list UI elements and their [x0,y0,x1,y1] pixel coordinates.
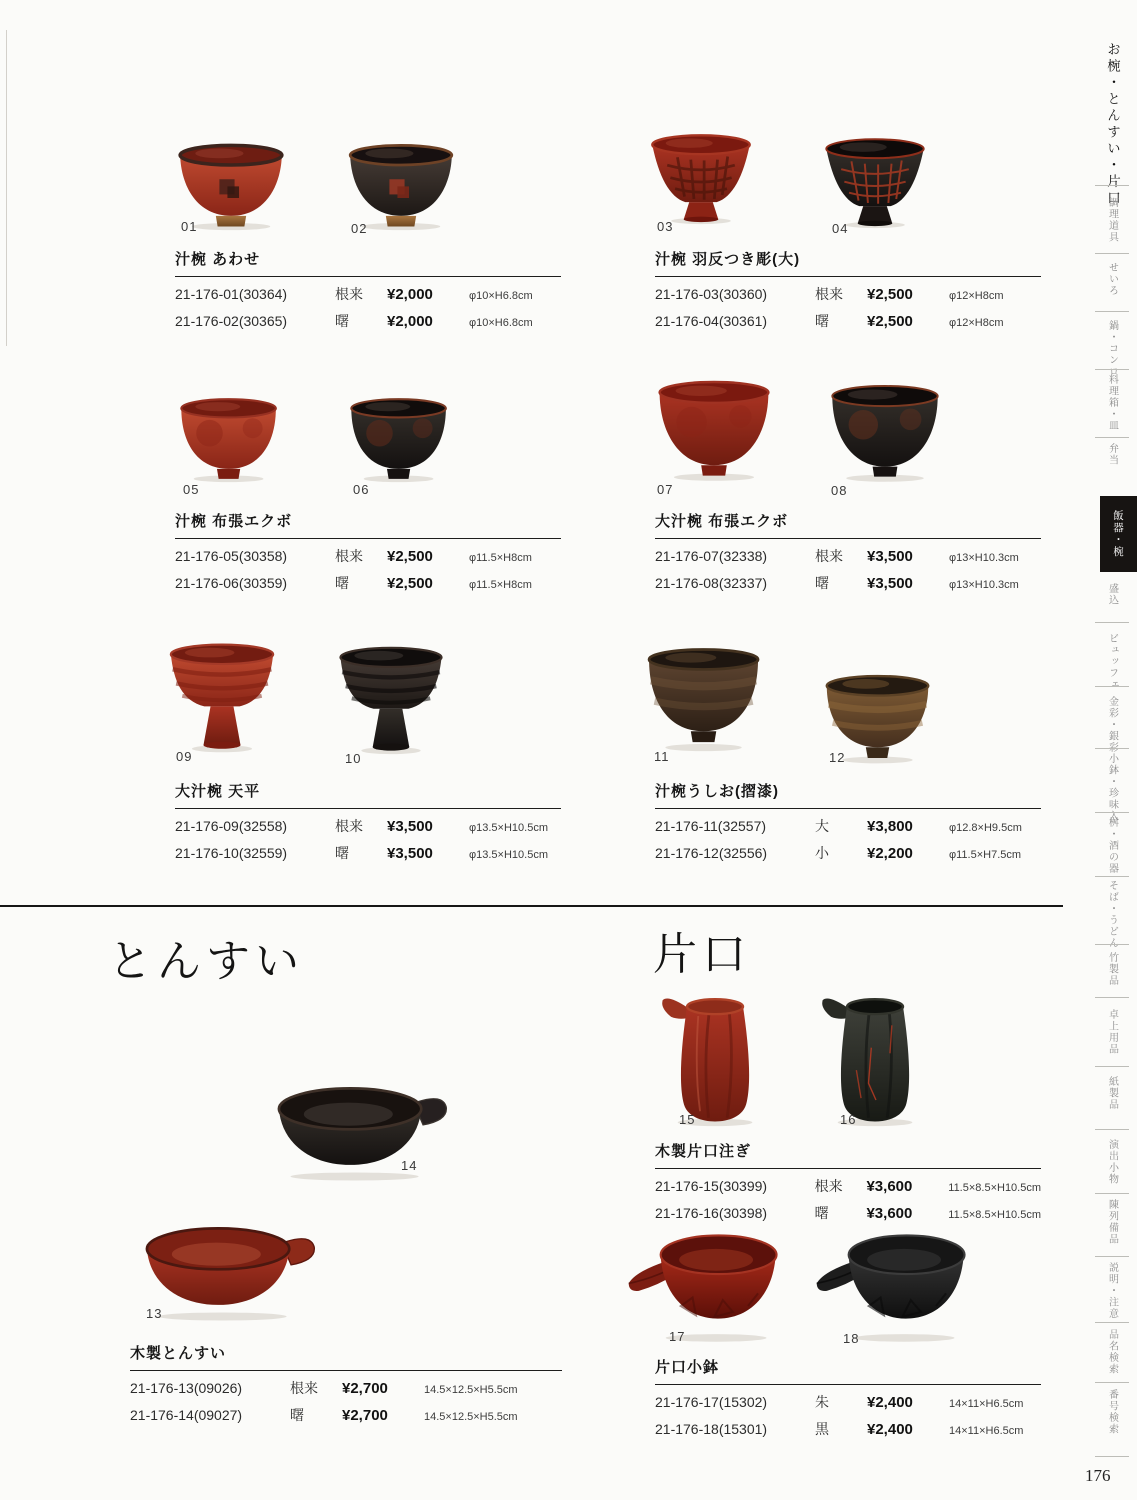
item-number: 18 [843,1331,860,1346]
product-variant: 曙 [335,313,349,329]
sidebar-tab-pots-stoves[interactable]: 鍋・コンロ [1106,320,1118,378]
section-heading-tonsui: とんすい [108,937,304,986]
product-row [655,311,1041,331]
product-price: ¥2,200 [867,845,913,862]
product-code: 21-176-09(32558) [175,818,288,834]
product-variant: 曙 [814,1205,829,1221]
product-size: φ12×H8cm [949,317,1004,329]
photo-bowl-06 [343,395,455,483]
item-number: 03 [657,219,674,234]
product-code: 21-176-12(32556) [655,845,768,861]
sidebar-divider [1095,622,1129,623]
sidebar-divider [1095,1382,1129,1383]
product-price: ¥2,000 [387,313,433,330]
product-price: ¥2,700 [342,1407,388,1424]
sidebar-divider [1095,944,1129,945]
sidebar-divider [1095,686,1129,687]
product-row [655,1176,1041,1196]
photo-bowl-03 [646,132,756,225]
product-size: φ12×H8cm [949,290,1004,302]
sidebar-tab-name-index[interactable]: 品名検索 [1106,1329,1118,1375]
product-info [175,510,561,593]
product-row [655,1419,1041,1439]
sidebar-tab-small-bowls[interactable]: 小鉢・珍味入 [1106,753,1118,822]
photo-tonsui-14 [270,1082,448,1182]
product-variant: 根来 [335,286,363,302]
photo-bowl-04 [820,136,930,229]
product-variant: 小 [815,845,829,861]
product-title: 汁椀 あわせ [175,251,261,268]
item-number: 11 [654,749,670,764]
product-code: 21-176-14(09027) [130,1407,243,1423]
product-variant: 根来 [335,548,363,564]
product-size: φ13.5×H10.5cm [469,822,548,834]
sidebar-divider [1095,876,1129,877]
sidebar-tab-cooking-tools[interactable]: 調理道具 [1106,197,1118,243]
item-number: 09 [176,749,193,764]
product-row [130,1405,562,1425]
product-row [655,1203,1041,1223]
product-title: 片口小鉢 [655,1359,720,1376]
product-row [175,816,561,836]
product-row [655,546,1041,566]
product-price: ¥3,500 [387,845,433,862]
item-number: 08 [831,483,848,498]
product-size: 14×11×H6.5cm [949,1425,1024,1437]
item-number: 15 [679,1112,696,1127]
product-title: 汁椀うしお(摺漆) [655,783,779,800]
sidebar-divider [1095,369,1129,370]
product-title: 木製とんすい [130,1345,227,1362]
product-title: 大汁椀 布張エクボ [655,513,789,530]
divider [175,808,561,809]
product-variant: 曙 [335,845,349,861]
section-divider-rule [0,905,1063,907]
product-size: φ13×H10.3cm [949,579,1019,591]
sidebar-divider [1095,311,1129,312]
product-variant: 曙 [815,575,829,591]
product-size: φ10×H6.8cm [469,317,533,329]
product-price: ¥2,500 [387,548,433,565]
sidebar-divider [1095,812,1129,813]
sidebar-divider [1095,748,1129,749]
photo-katakuchi-17 [622,1226,790,1344]
sidebar-tab-display-fixtures[interactable]: 陳列備品 [1106,1199,1118,1245]
product-price: ¥2,700 [342,1380,388,1397]
sidebar-tab-buffet[interactable]: ビュッフェ [1106,633,1118,691]
product-variant: 朱 [815,1394,829,1410]
product-variant: 曙 [815,313,829,329]
divider [175,276,561,277]
section-heading-katakuchi: 片口 [653,930,751,979]
product-size: φ12.8×H9.5cm [949,822,1022,834]
product-price: ¥2,500 [387,575,433,592]
product-code: 21-176-01(30364) [175,286,288,302]
item-number: 07 [657,482,674,497]
product-size: φ11.5×H8cm [469,579,532,591]
item-number: 10 [345,751,362,766]
product-price: ¥2,500 [867,286,913,303]
product-row [655,284,1041,304]
product-price: ¥3,500 [387,818,433,835]
product-row [175,311,561,331]
product-code: 21-176-03(30360) [655,286,768,302]
photo-tonsui-13 [138,1222,316,1322]
product-row [175,843,561,863]
sidebar-tab-boxes-plates[interactable]: 料理箱・皿 [1106,374,1118,432]
photo-bowl-07 [650,378,778,482]
product-code: 21-176-18(15301) [655,1421,768,1437]
product-price: ¥2,500 [867,313,913,330]
product-size: 14.5×12.5×H5.5cm [424,1384,518,1396]
divider [175,538,561,539]
product-code: 21-176-06(30359) [175,575,288,591]
product-row [655,843,1041,863]
item-number: 06 [353,482,370,497]
photo-bowl-11 [638,644,770,753]
item-number: 01 [181,219,198,234]
product-price: ¥3,600 [866,1178,913,1195]
page-fold-line [6,30,7,346]
product-price: ¥3,600 [866,1205,913,1222]
sidebar-tab-tabletop[interactable]: 卓上用品 [1106,1009,1118,1055]
photo-bowl-05 [173,395,285,483]
product-variant: 根来 [335,818,363,834]
item-number: 05 [183,482,200,497]
sidebar-divider [1095,997,1129,998]
product-code: 21-176-05(30358) [175,548,288,564]
photo-pitcher-15 [657,988,774,1128]
product-variant: 曙 [335,575,349,591]
product-size: φ10×H6.8cm [469,290,533,302]
product-size: φ13.5×H10.5cm [469,849,548,861]
sidebar-divider [1095,1322,1129,1323]
product-size: φ11.5×H8cm [469,552,532,564]
product-code: 21-176-08(32337) [655,575,768,591]
sidebar-tab-masu-sake[interactable]: 桝・酒の器 [1106,817,1118,875]
product-code: 21-176-16(30398) [655,1205,768,1221]
item-number: 02 [351,221,368,236]
sidebar-tab-rice-bowls-active[interactable]: 飯器・椀 [1100,496,1137,572]
product-code: 21-176-04(30361) [655,313,768,329]
product-price: ¥3,800 [867,818,913,835]
product-info [175,248,561,331]
sidebar-divider [1095,253,1129,254]
sidebar-tab-soba-udon[interactable]: そば・うどん [1106,880,1118,949]
sidebar-divider [1095,185,1129,186]
product-title: 大汁椀 天平 [175,783,261,800]
page-number: 176 [1085,1466,1111,1485]
product-info [655,780,1041,863]
sidebar-tab-bento[interactable]: 弁当 [1106,443,1118,466]
product-info [655,248,1041,331]
sidebar-tab-number-index[interactable]: 番号検索 [1106,1389,1118,1435]
photo-katakuchi-18 [810,1226,978,1344]
sidebar [1085,0,1137,1500]
product-price: ¥2,000 [387,286,433,303]
divider [655,1384,1041,1385]
product-size: 14×11×H6.5cm [949,1398,1024,1410]
sidebar-divider [1095,1456,1129,1457]
product-row [130,1378,562,1398]
sidebar-tab-bamboo[interactable]: 竹製品 [1106,952,1118,987]
divider [655,808,1041,809]
product-size: 11.5×8.5×H10.5cm [948,1182,1042,1194]
product-info [655,1356,1041,1439]
sidebar-tab-notes[interactable]: 説明・注意 [1106,1262,1118,1320]
product-title: 汁椀 羽反つき彫(大) [655,251,801,268]
item-number: 04 [832,221,849,236]
product-size: 14.5×12.5×H5.5cm [424,1411,518,1423]
product-row [175,573,561,593]
photo-bowl-08 [823,382,947,483]
item-number: 13 [146,1306,163,1321]
product-row [655,816,1041,836]
item-number: 14 [401,1158,418,1173]
product-variant: 根来 [815,548,843,564]
sidebar-divider [1095,1129,1129,1130]
product-row [655,573,1041,593]
product-info [175,780,561,863]
item-number: 17 [669,1329,686,1344]
sidebar-tab-morikomi[interactable]: 盛込 [1106,583,1118,606]
product-info [130,1342,562,1425]
photo-bowl-10 [330,645,452,756]
product-variant: 大 [815,818,829,834]
photo-bowl-01 [173,140,289,231]
product-price: ¥2,400 [867,1421,913,1438]
sidebar-tab-paper-goods[interactable]: 紙製品 [1106,1076,1118,1111]
product-code: 21-176-11(32557) [655,818,767,834]
sidebar-divider [1095,1066,1129,1067]
product-price: ¥2,400 [867,1394,913,1411]
divider [655,1168,1041,1169]
product-code: 21-176-17(15302) [655,1394,768,1410]
product-size: 11.5×8.5×H10.5cm [948,1209,1042,1221]
product-row [655,1392,1041,1412]
product-variant: 根来 [290,1380,318,1396]
product-variant: 曙 [290,1407,304,1423]
item-number: 12 [829,750,846,765]
product-title: 木製片口注ぎ [655,1143,752,1160]
sidebar-tab-gold-silver[interactable]: 金彩・銀彩 [1106,696,1118,754]
photo-bowl-09 [160,642,284,754]
product-size: φ11.5×H7.5cm [949,849,1022,861]
product-info [655,510,1041,593]
product-title: 汁椀 布張エクボ [175,513,293,530]
product-code: 21-176-02(30365) [175,313,288,329]
sidebar-tab-seiro[interactable]: せいろ [1106,262,1118,297]
product-row [175,284,561,304]
product-code: 21-176-10(32559) [175,845,288,861]
divider [655,276,1041,277]
product-code: 21-176-15(30399) [655,1178,768,1194]
sidebar-category-title: お椀・とんすい・片口 [1105,42,1120,207]
photo-pitcher-16 [817,988,934,1128]
item-number: 16 [840,1112,857,1127]
sidebar-divider [1095,437,1129,438]
sidebar-divider [1095,1193,1129,1194]
divider [655,538,1041,539]
product-code: 21-176-07(32338) [655,548,768,564]
product-price: ¥3,500 [867,548,913,565]
product-code: 21-176-13(09026) [130,1380,243,1396]
product-price: ¥3,500 [867,575,913,592]
product-size: φ13×H10.3cm [949,552,1019,564]
sidebar-tab-display-props[interactable]: 演出小物 [1106,1139,1118,1185]
product-variant: 根来 [814,1178,843,1194]
photo-bowl-02 [343,140,459,231]
product-row [175,546,561,566]
sidebar-divider [1095,1256,1129,1257]
divider [130,1370,562,1371]
product-variant: 根来 [815,286,843,302]
product-info [655,1140,1041,1223]
product-variant: 黒 [815,1421,829,1437]
